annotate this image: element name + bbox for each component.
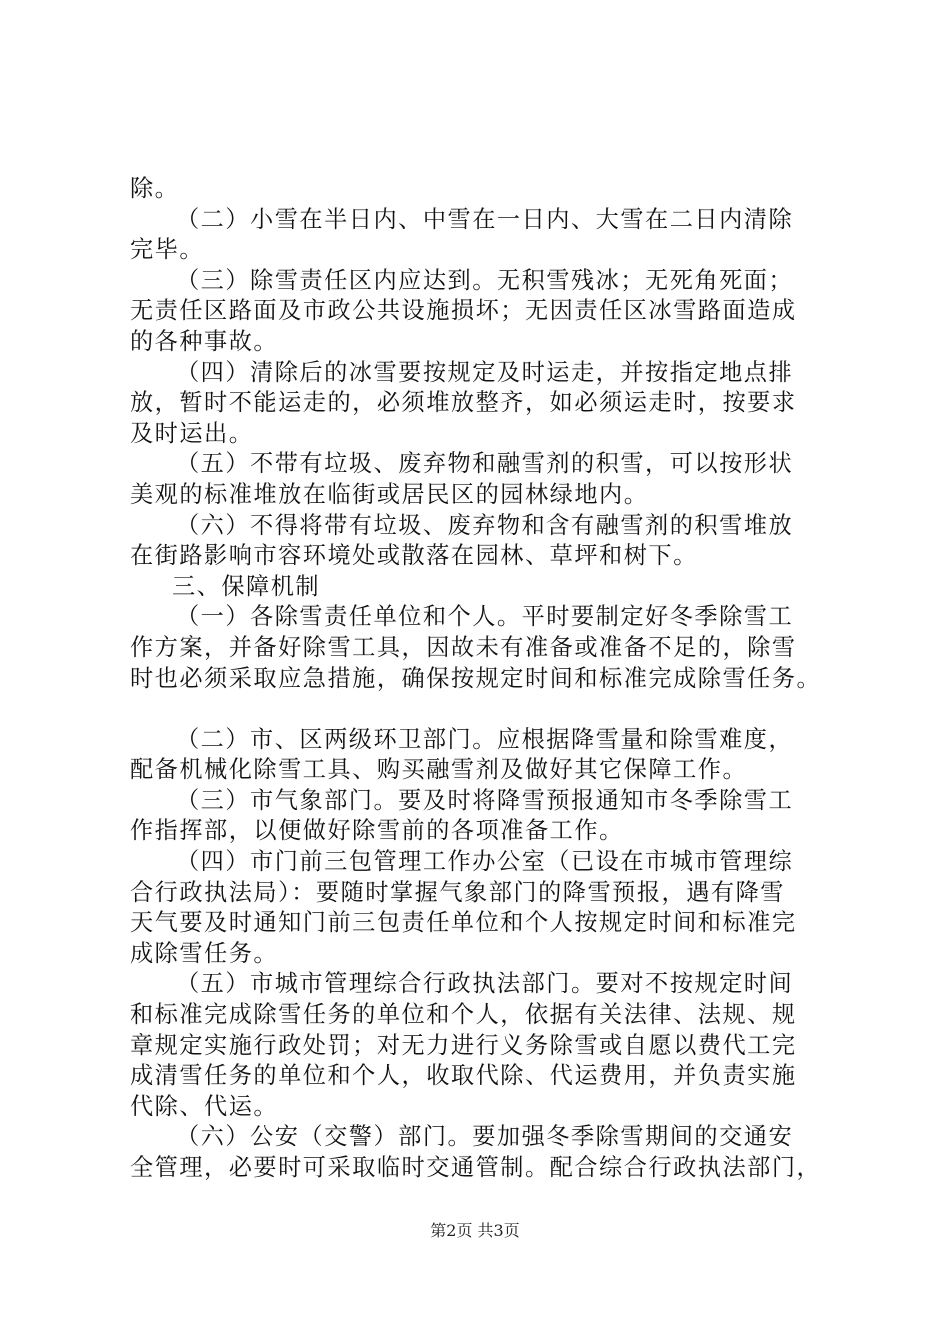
- body-line: 天气要及时通知门前三包责任单位和个人按规定时间和标准完: [130, 909, 797, 937]
- section-heading: 三、保障机制: [172, 572, 321, 600]
- page-footer: [0, 1218, 950, 1241]
- body-line: （一）各除雪责任单位和个人。平时要制定好冬季除雪工: [176, 603, 794, 631]
- page-number-label: 第2页 共3页: [430, 1221, 520, 1240]
- body-line: （三）市气象部门。要及时将降雪预报通知市冬季除雪工: [176, 786, 794, 814]
- body-line: 完毕。: [130, 236, 205, 264]
- body-line: （三）除雪责任区内应达到。无积雪残冰；无死角死面；: [176, 266, 794, 294]
- body-line: （四）清除后的冰雪要按规定及时运走，并按指定地点排: [176, 358, 794, 386]
- body-line: （五）市城市管理综合行政执法部门。要对不按规定时间: [176, 970, 794, 998]
- body-line: （六）不得将带有垃圾、废弃物和含有融雪剂的积雪堆放: [176, 511, 794, 539]
- body-line: 在街路影响市容环境处或散落在园林、草坪和树下。: [130, 542, 698, 570]
- body-line: （二）市、区两级环卫部门。应根据降雪量和除雪难度，: [176, 725, 794, 753]
- body-line: 代除、代运。: [130, 1092, 279, 1120]
- document-body: [130, 174, 850, 1184]
- body-line: （四）市门前三包管理工作办公室（已设在市城市管理综: [176, 848, 794, 876]
- body-line: 合行政执法局）：要随时掌握气象部门的降雪预报，遇有降雪: [130, 878, 785, 906]
- body-line: 作方案，并备好除雪工具，因故未有准备或准备不足的，除雪: [130, 633, 797, 661]
- body-line: 美观的标准堆放在临街或居民区的园林绿地内。: [130, 480, 649, 508]
- body-line: 成除雪任务。: [130, 939, 279, 967]
- body-line: 及时运出。: [130, 419, 254, 447]
- body-line: 章规定实施行政处罚；对无力进行义务除雪或自愿以费代工完: [130, 1031, 797, 1059]
- blank-line: [130, 694, 850, 725]
- body-line: （五）不带有垃圾、废弃物和融雪剂的积雪，可以按形状: [176, 450, 794, 478]
- body-line: 作指挥部，以便做好除雪前的各项准备工作。: [130, 817, 624, 845]
- body-line: 无责任区路面及市政公共设施损坏；无因责任区冰雪路面造成: [130, 297, 797, 325]
- body-line: 和标准完成除雪任务的单位和个人，依据有关法律、法规、规: [130, 1001, 797, 1029]
- body-line: 放，暂时不能运走的，必须堆放整齐，如必须运走时，按要求: [130, 389, 797, 417]
- body-line: 全管理，必要时可采取临时交通管制。配合综合行政执法部门，: [130, 1154, 822, 1181]
- body-line: 成清雪任务的单位和个人，收取代除、代运费用，并负责实施: [130, 1062, 797, 1090]
- body-line: （六）公安（交警）部门。要加强冬季除雪期间的交通安: [176, 1123, 794, 1151]
- body-line: 时也必须采取应急措施，确保按规定时间和标准完成除雪任务。: [130, 664, 822, 692]
- body-line: 配备机械化除雪工具、购买融雪剂及做好其它保障工作。: [130, 756, 748, 784]
- body-line: 的各种事故。: [130, 327, 279, 355]
- body-line: 除。: [130, 175, 180, 202]
- body-line: （二）小雪在半日内、中雪在一日内、大雪在二日内清除: [176, 205, 794, 233]
